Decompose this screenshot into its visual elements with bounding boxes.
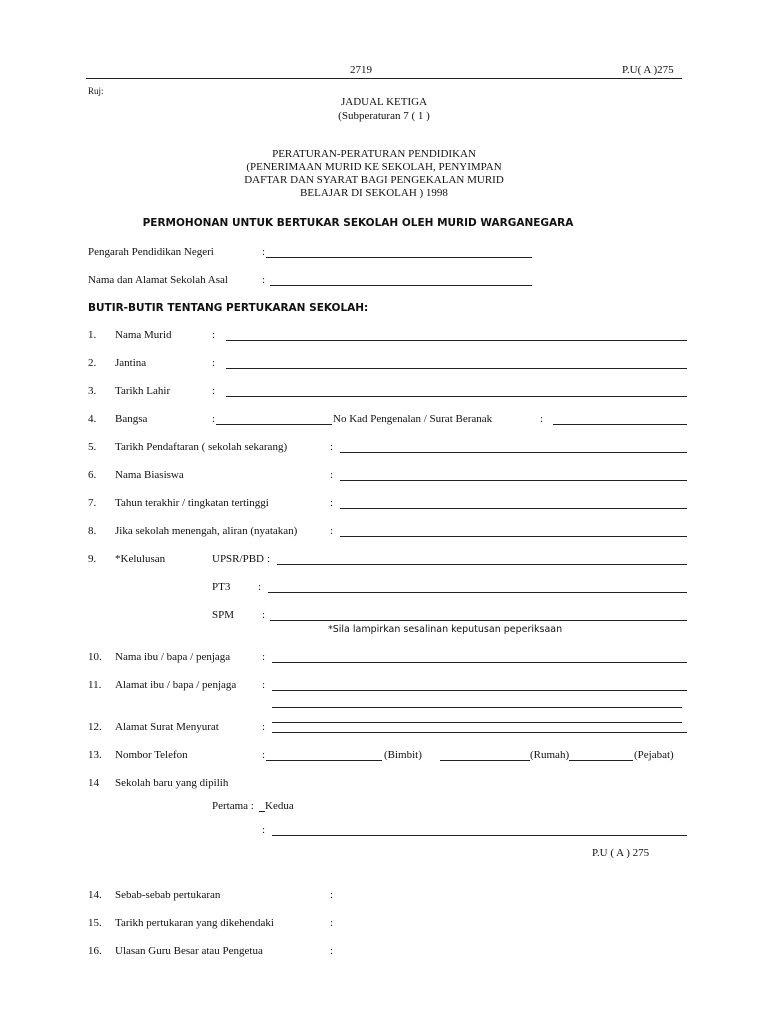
field-line-ic-number[interactable] xyxy=(553,424,687,425)
field-line-guardian-name[interactable] xyxy=(272,662,687,663)
colon: : xyxy=(262,609,266,621)
colon: : xyxy=(212,329,216,341)
field-line-last-year[interactable] xyxy=(340,508,687,509)
section-title: BUTIR-BUTIR TENTANG PERTUKARAN SEKOLAH: xyxy=(88,302,369,314)
item-label-stream: Jika sekolah menengah, aliran (nyatakan) xyxy=(115,525,298,537)
field-line-registration-date[interactable] xyxy=(340,452,687,453)
field-line-phone-home[interactable] xyxy=(440,760,530,761)
item-label-qualification: *Kelulusan xyxy=(115,553,166,565)
item-number: 2. xyxy=(88,357,97,369)
field-line-upsr[interactable] xyxy=(277,564,687,565)
item-number: 12. xyxy=(88,721,102,733)
phone-label-mobile: (Bimbit) xyxy=(384,749,422,761)
regulation-line-2: (PENERIMAAN MURID KE SEKOLAH, PENYIMPAN xyxy=(246,161,502,173)
field-line-student-name[interactable] xyxy=(226,340,687,341)
colon: : xyxy=(330,469,334,481)
item-number: 1. xyxy=(88,329,97,341)
field-line-scholarship[interactable] xyxy=(340,480,687,481)
colon: : xyxy=(258,581,262,593)
item-number: 11. xyxy=(88,679,102,691)
colon: : xyxy=(262,651,266,663)
item-label-scholarship: Nama Biasiswa xyxy=(115,469,184,481)
item-label-race: Bangsa xyxy=(115,413,148,425)
field-line-pt3[interactable] xyxy=(268,592,687,593)
item-label-last-year: Tahun terakhir / tingkatan tertinggi xyxy=(115,497,269,509)
item-label-ic-number: No Kad Pengenalan / Surat Beranak xyxy=(333,413,493,425)
phone-label-home: (Rumah) xyxy=(530,749,570,761)
colon: : xyxy=(212,413,216,425)
colon: : xyxy=(540,413,544,425)
field-line-guardian-address-3[interactable] xyxy=(272,722,682,723)
colon: : xyxy=(262,824,266,836)
item-label-transfer-date: Tarikh pertukaran yang dikehendaki xyxy=(115,917,274,929)
item-label-phone: Nombor Telefon xyxy=(115,749,188,761)
field-line-phone-mobile[interactable] xyxy=(266,760,382,761)
footer-reference: P.U ( A ) 275 xyxy=(592,847,650,859)
exam-note: *Sila lampirkan sesalinan keputusan peperiksaan xyxy=(328,624,563,635)
colon: : xyxy=(330,945,334,957)
pu-reference: P.U( A )275 xyxy=(622,64,674,76)
field-line-guardian-address-2[interactable] xyxy=(272,707,682,708)
item-number: 3. xyxy=(88,385,97,397)
regulation-line-4: BELAJAR DI SEKOLAH ) 1998 xyxy=(300,187,448,199)
subregulation: (Subperaturan 7 ( 1 ) xyxy=(338,110,430,122)
item-label-registration-date: Tarikh Pendaftaran ( sekolah sekarang) xyxy=(115,441,288,453)
field-line-race[interactable] xyxy=(216,424,332,425)
item-number: 14. xyxy=(88,889,102,901)
field-line-state-director[interactable] xyxy=(266,257,532,258)
item-number: 5. xyxy=(88,441,97,453)
item-label-birth-date: Tarikh Lahir xyxy=(115,385,171,397)
page-number: 2719 xyxy=(350,64,372,76)
colon: : xyxy=(330,917,334,929)
item-number: 4. xyxy=(88,413,97,425)
sub-label-pt3: PT3 xyxy=(212,581,231,593)
colon: : xyxy=(262,721,266,733)
field-line-new-school[interactable] xyxy=(272,835,687,836)
colon: : xyxy=(262,246,266,258)
item-label-guardian-address: Alamat ibu / bapa / penjaga xyxy=(115,679,237,691)
item-number: 13. xyxy=(88,749,102,761)
colon: : xyxy=(330,497,334,509)
item-label-mailing-address: Alamat Surat Menyurat xyxy=(115,721,219,733)
field-line-phone-office[interactable] xyxy=(569,760,633,761)
item-label-new-school: Sekolah baru yang dipilih xyxy=(115,777,229,789)
sub-label-upsr: UPSR/PBD xyxy=(212,553,264,565)
item-number: 9. xyxy=(88,553,97,565)
field-label-state-director: Pengarah Pendidikan Negeri xyxy=(88,246,214,258)
field-line-birth-date[interactable] xyxy=(226,396,687,397)
colon: : xyxy=(262,274,266,286)
item-number: 14 xyxy=(88,777,99,789)
colon: : xyxy=(262,679,266,691)
field-line-stream[interactable] xyxy=(340,536,687,537)
choice-label-second: Kedua xyxy=(265,800,294,812)
item-number: 10. xyxy=(88,651,102,663)
item-label-transfer-reasons: Sebab-sebab pertukaran xyxy=(115,889,221,901)
colon: : xyxy=(267,553,271,565)
item-number: 8. xyxy=(88,525,97,537)
regulation-line-1: PERATURAN-PERATURAN PENDIDIKAN xyxy=(272,148,476,160)
item-number: 16. xyxy=(88,945,102,957)
colon: : xyxy=(330,441,334,453)
field-line-guardian-address-1[interactable] xyxy=(272,690,687,691)
field-label-original-school: Nama dan Alamat Sekolah Asal xyxy=(88,274,228,286)
regulation-line-3: DAFTAR DAN SYARAT BAGI PENGEKALAN MURID xyxy=(244,174,504,186)
item-number: 7. xyxy=(88,497,97,509)
sub-label-spm: SPM xyxy=(212,609,235,621)
colon: : xyxy=(212,357,216,369)
item-number: 6. xyxy=(88,469,97,481)
schedule-title: JADUAL KETIGA xyxy=(340,96,428,108)
colon: : xyxy=(212,385,216,397)
field-line-mailing-address[interactable] xyxy=(272,732,687,733)
colon: : xyxy=(330,889,334,901)
colon: : xyxy=(330,525,334,537)
item-label-guardian-name: Nama ibu / bapa / penjaga xyxy=(115,651,231,663)
phone-label-office: (Pejabat) xyxy=(634,749,674,761)
field-line-gender[interactable] xyxy=(226,368,687,369)
item-label-student-name: Nama Murid xyxy=(115,329,172,341)
choice-label-first: Pertama : xyxy=(212,800,254,812)
item-label-gender: Jantina xyxy=(115,357,147,369)
colon: : xyxy=(262,749,266,761)
field-line-original-school[interactable] xyxy=(270,285,532,286)
item-number: 15. xyxy=(88,917,102,929)
ruj-label: Ruj: xyxy=(88,86,104,96)
item-label-headmaster-comment: Ulasan Guru Besar atau Pengetua xyxy=(115,945,263,957)
header-rule xyxy=(86,78,682,79)
field-line-spm[interactable] xyxy=(270,620,687,621)
form-title: PERMOHONAN UNTUK BERTUKAR SEKOLAH OLEH MURID WARGANEGARA xyxy=(142,217,574,229)
